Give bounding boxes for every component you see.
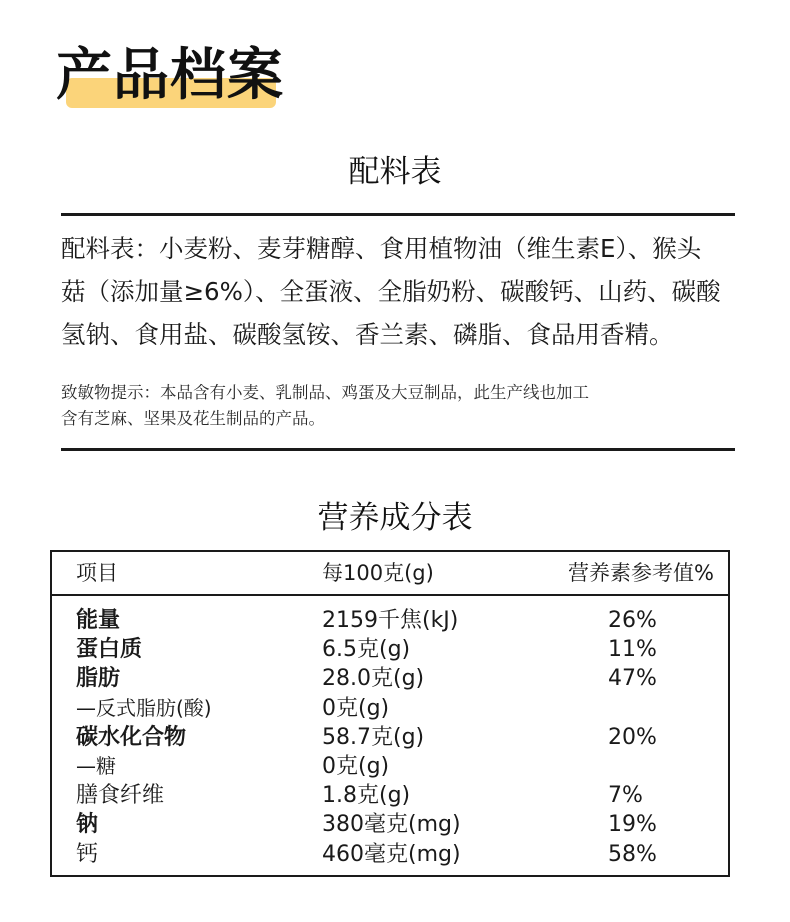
nutrient-name: 碳水化合物 bbox=[76, 724, 187, 750]
nutrient-amount: 0克(g) bbox=[322, 695, 390, 721]
nutrition-row bbox=[52, 606, 728, 635]
nutrient-amount: 0克(g) bbox=[322, 753, 390, 779]
nutrient-amount: 58.7克(g) bbox=[322, 724, 425, 750]
nutrition-row bbox=[52, 664, 728, 693]
nutrient-amount: 460毫克(mg) bbox=[322, 841, 461, 867]
nutrition-row bbox=[52, 635, 728, 664]
nutrient-nrv: 19% bbox=[608, 812, 657, 838]
nutrient-nrv: 20% bbox=[608, 724, 657, 750]
ingredients-top-divider bbox=[61, 213, 735, 216]
header-per-100g: 每100克(g) bbox=[322, 561, 434, 585]
nutrient-name: —糖 bbox=[76, 753, 116, 778]
nutrition-row bbox=[52, 723, 728, 752]
page-title: 产品档案 bbox=[56, 43, 284, 108]
nutrient-nrv: 11% bbox=[608, 637, 657, 663]
nutrient-amount: 28.0克(g) bbox=[322, 666, 425, 692]
allergen-line: 含有芝麻、坚果及花生制品的产品。 bbox=[61, 409, 325, 428]
nutrient-amount: 380毫克(mg) bbox=[322, 812, 461, 838]
nutrient-nrv: 26% bbox=[608, 608, 657, 633]
nutrition-table bbox=[50, 550, 730, 877]
nutrient-nrv: 47% bbox=[608, 666, 657, 692]
nutrient-name: —反式脂肪(酸) bbox=[76, 695, 212, 720]
nutrition-heading: 营养成分表 bbox=[317, 500, 473, 536]
ingredients-line: 配料表：小麦粉、麦芽糖醇、食用植物油（维生素E）、猴头 bbox=[61, 234, 702, 263]
nutrition-row bbox=[52, 694, 728, 723]
ingredients-heading: 配料表 bbox=[348, 154, 442, 190]
header-item: 项目 bbox=[76, 561, 118, 585]
nutrition-rows bbox=[52, 606, 728, 869]
ingredients-bottom-divider bbox=[61, 448, 735, 451]
nutrition-row bbox=[52, 752, 728, 781]
nutrient-nrv: 58% bbox=[608, 841, 657, 867]
nutrient-name: 钠 bbox=[76, 812, 99, 838]
nutrient-name: 膳食纤维 bbox=[76, 783, 165, 809]
allergen-notice bbox=[61, 380, 741, 432]
nutrient-name: 脂肪 bbox=[76, 666, 121, 692]
ingredients-line: 菇（添加量≥6%）、全蛋液、全脂奶粉、碳酸钙、山药、碳酸 bbox=[61, 277, 721, 306]
allergen-line: 致敏物提示：本品含有小麦、乳制品、鸡蛋及大豆制品，此生产线也加工 bbox=[61, 383, 589, 402]
nutrient-amount: 2159千焦(kJ) bbox=[322, 608, 459, 633]
ingredients-line: 氢钠、食用盐、碳酸氢铵、香兰素、磷脂、食品用香精。 bbox=[61, 320, 674, 349]
page-title-block bbox=[56, 40, 286, 112]
nutrition-row bbox=[52, 781, 728, 810]
nutrition-row bbox=[52, 810, 728, 839]
nutrition-row bbox=[52, 840, 728, 869]
nutrition-table-header bbox=[52, 552, 728, 596]
nutrient-name: 蛋白质 bbox=[76, 637, 143, 663]
nutrient-name: 能量 bbox=[76, 608, 121, 633]
nutrient-amount: 6.5克(g) bbox=[322, 637, 411, 663]
header-nrv: 营养素参考值% bbox=[568, 561, 714, 585]
nutrient-nrv: 7% bbox=[608, 783, 643, 809]
ingredients-text bbox=[61, 227, 741, 356]
nutrient-amount: 1.8克(g) bbox=[322, 783, 411, 809]
nutrient-name: 钙 bbox=[76, 841, 99, 867]
